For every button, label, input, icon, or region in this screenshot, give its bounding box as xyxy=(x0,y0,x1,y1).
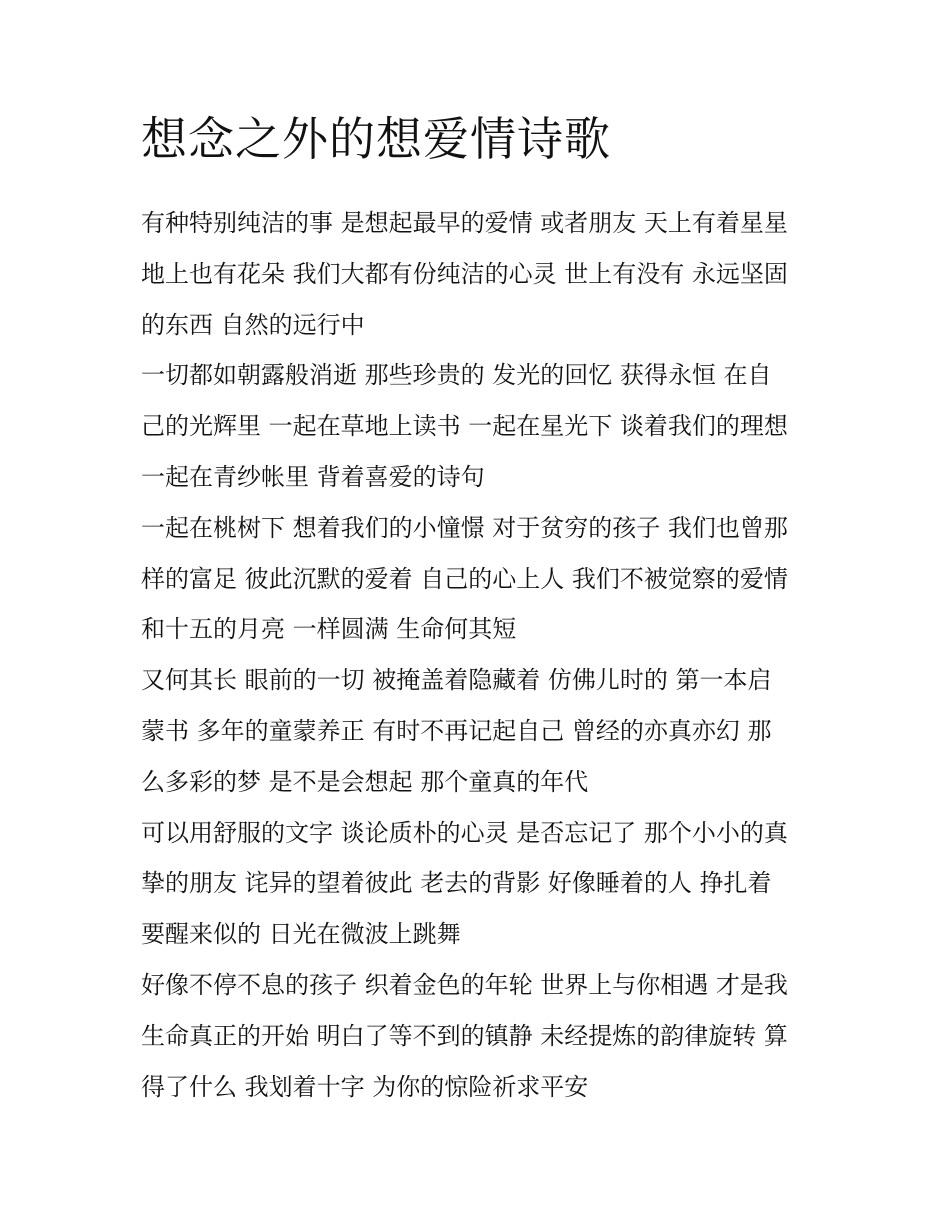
poem-line: 又何其长 眼前的一切 被掩盖着隐藏着 仿佛儿时的 第一本启 xyxy=(141,666,772,695)
poem-line: 一起在青纱帐里 背着喜爱的诗句 xyxy=(141,462,485,491)
poem-line: 要醒来似的 日光在微波上跳舞 xyxy=(141,920,461,949)
poem-line: 己的光辉里 一起在草地上读书 一起在星光下 谈着我们的理想 xyxy=(141,412,788,441)
poem-line: 好像不停不息的孩子 织着金色的年轮 世界上与你相遇 才是我 xyxy=(141,970,788,999)
document-title: 想念之外的想爱情诗歌 xyxy=(141,112,611,166)
poem-line: 一起在桃树下 想着我们的小憧憬 对于贫穷的孩子 我们也曾那 xyxy=(141,513,788,542)
poem-line: 挚的朋友 诧异的望着彼此 老去的背影 好像睡着的人 挣扎着 xyxy=(141,869,772,898)
poem-line: 的东西 自然的远行中 xyxy=(141,310,365,339)
poem-body xyxy=(141,198,811,1112)
poem-line: 样的富足 彼此沉默的爱着 自己的心上人 我们不被觉察的爱情 xyxy=(141,564,788,593)
poem-line: 和十五的月亮 一样圆满 生命何其短 xyxy=(141,615,517,644)
poem-line: 得了什么 我划着十字 为你的惊险祈求平安 xyxy=(141,1072,589,1101)
poem-line: 可以用舒服的文字 谈论质朴的心灵 是否忘记了 那个小小的真 xyxy=(141,818,788,847)
poem-line: 生命真正的开始 明白了等不到的镇静 未经提炼的韵律旋转 算 xyxy=(141,1021,788,1050)
poem-line: 蒙书 多年的童蒙养正 有时不再记起自己 曾经的亦真亦幻 那 xyxy=(141,716,772,745)
poem-line: 一切都如朝露般消逝 那些珍贵的 发光的回忆 获得永恒 在自 xyxy=(141,361,772,390)
poem-line: 地上也有花朵 我们大都有份纯洁的心灵 世上有没有 永远坚固 xyxy=(141,259,788,288)
poem-line: 有种特别纯洁的事 是想起最早的爱情 或者朋友 天上有着星星 xyxy=(141,209,788,237)
poem-line: 么多彩的梦 是不是会想起 那个童真的年代 xyxy=(141,767,589,796)
